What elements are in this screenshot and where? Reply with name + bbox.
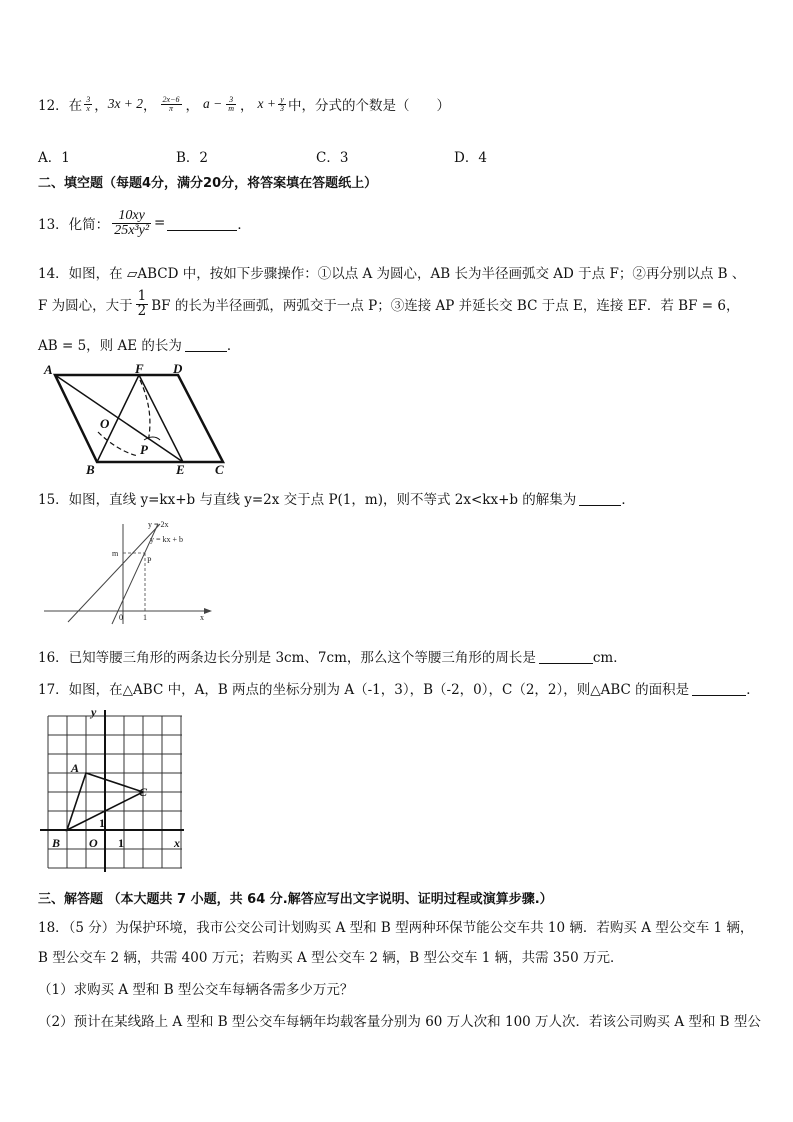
q18-sub-2: （2）预计在某线路上 A 型和 B 型公交车每辆年均载客量分别为 60 万人次和 100 万人次．若该公司购买 A 型和 B 型公: [38, 1014, 761, 1030]
q15-graph-figure: [40, 516, 220, 626]
q15-label-one: 1: [143, 613, 147, 622]
q15-label-y2x: y = 2x: [148, 520, 169, 529]
q18-line-1: 18．（5 分）为保护环境，我市公交公司计划购买 A 型和 B 型两种环保节能公交车共 10 辆．若购买 A 型公交车 1 辆，: [38, 920, 754, 936]
q12-expr-2: 3x + 2: [107, 96, 144, 111]
q12-expr-5: x +: [257, 96, 277, 111]
q14-label-d: D: [173, 362, 183, 376]
q14-parallelogram-figure: [40, 362, 240, 478]
q13-line: 13．化简： $\frac{10xy}{\text{25x³y²}}$ = ．: [38, 207, 251, 238]
q15-label-m: m: [112, 549, 119, 558]
q14-half-fraction: $\frac{1}{2}$: [137, 288, 147, 319]
q12-option-d[interactable]: D．4: [454, 150, 487, 166]
q14-label-a: A: [44, 362, 53, 377]
q15-answer-blank[interactable]: [579, 491, 621, 506]
q12-option-a[interactable]: A．1: [38, 150, 70, 166]
q13-fraction: $\frac{10xy}{\text{25x³y²}}$: [114, 207, 150, 238]
q14-label-o: O: [100, 416, 110, 431]
q12-fraction-1: $\frac{3}{x}$: [86, 94, 91, 113]
q17-label-o: O: [89, 836, 98, 850]
q17-label-a: A: [71, 761, 80, 775]
q16-answer-blank[interactable]: [539, 649, 593, 664]
q14-line-2: F 为圆心，大于 $\frac{1}{2}$ BF 的长为半径画弧，两弧交于一点 P；③连接 AP 并延长交 BC 于点 E，连接 EF．若 BF = 6，: [38, 288, 740, 319]
q17-answer-blank[interactable]: [692, 681, 746, 696]
q17-label-c: C: [139, 785, 148, 799]
q17-label-one-y: 1: [99, 816, 105, 830]
q12-option-b[interactable]: B．2: [176, 150, 209, 166]
q12-option-c[interactable]: C．3: [316, 150, 349, 166]
q14-label-b: B: [86, 462, 95, 477]
q18-line-2: B 型公交车 2 辆，共需 400 万元；若购买 A 型公交车 2 辆，B 型公交车 1 辆，共需 350 万元．: [38, 950, 624, 966]
q13-answer-blank[interactable]: [167, 216, 237, 231]
q13-equals: =: [154, 215, 166, 231]
q12-expr-4: a −: [203, 96, 223, 111]
q17-line: 17．如图，在△ABC 中，A，B 两点的坐标分别为 A（-1，3），B（-2，0），C（2，2），则△ABC 的面积是 ．: [38, 682, 760, 698]
q14-label-e: E: [176, 462, 185, 477]
q12-fraction-4: $\frac{3}{m}$: [228, 94, 235, 113]
q17-label-y: y: [91, 706, 97, 719]
q13-number: 13．化简：: [38, 217, 110, 233]
q14-line-3: AB = 5，则 AE 的长为 ．: [38, 338, 241, 354]
q16-line: 16．已知等腰三角形的两条边长分别是 3cm、7cm，那么这个等腰三角形的周长是 cm．: [38, 650, 627, 666]
q14-label-f: F: [135, 362, 144, 376]
q15-label-p: P: [147, 556, 152, 565]
q15-line: 15．如图，直线 y=kx+b 与直线 y=2x 交于点 P(1，m)，则不等式 2x<kx+b 的解集为 ．: [38, 492, 635, 508]
q17-label-one-x: 1: [118, 836, 124, 850]
q14-line-1: 14．如图，在 ▱ABCD 中，按如下步骤操作：①以点 A 为圆心，AB 长为半径画弧交 AD 于点 F；②再分别以点 B 、: [38, 266, 746, 282]
q14-answer-blank[interactable]: [185, 337, 227, 352]
q15-label-origin: 0: [119, 613, 123, 622]
q15-label-ykxb: y = kx + b: [150, 535, 184, 544]
q12-tail: 中，分式的个数是（ ）: [288, 98, 451, 114]
section-2-heading: 二、填空题（每题4分，满分20分，将答案填在答题纸上）: [38, 176, 378, 191]
q12-fraction-5: $\frac{y}{3}$: [280, 94, 285, 113]
q12-fraction-3: $\frac{2x-6}{\pi}$: [162, 94, 180, 113]
q17-grid-figure: [38, 706, 188, 876]
section-3-heading: 三、解答题 （本大题共 7 小题，共 64 分.解答应写出文字说明、证明过程或演算步骤.）: [38, 892, 553, 907]
q14-label-p: P: [140, 442, 148, 457]
q12-number: 12．在: [38, 98, 83, 114]
q17-label-x: x: [174, 836, 180, 850]
q17-label-b: B: [52, 836, 61, 850]
q14-label-c: C: [215, 462, 224, 477]
q15-label-x: x: [200, 613, 204, 622]
q18-sub-1: （1）求购买 A 型和 B 型公交车每辆各需多少万元？: [38, 982, 354, 998]
q12-line: 12．在 $\frac{3}{x}$ ， 3x + 2 ， $\frac{2x-6}{\pi}$ ， a − $\frac{3}{m}$ ， x + $\frac{y}{3}$ 中，分式的个数是（ ）: [38, 94, 451, 114]
